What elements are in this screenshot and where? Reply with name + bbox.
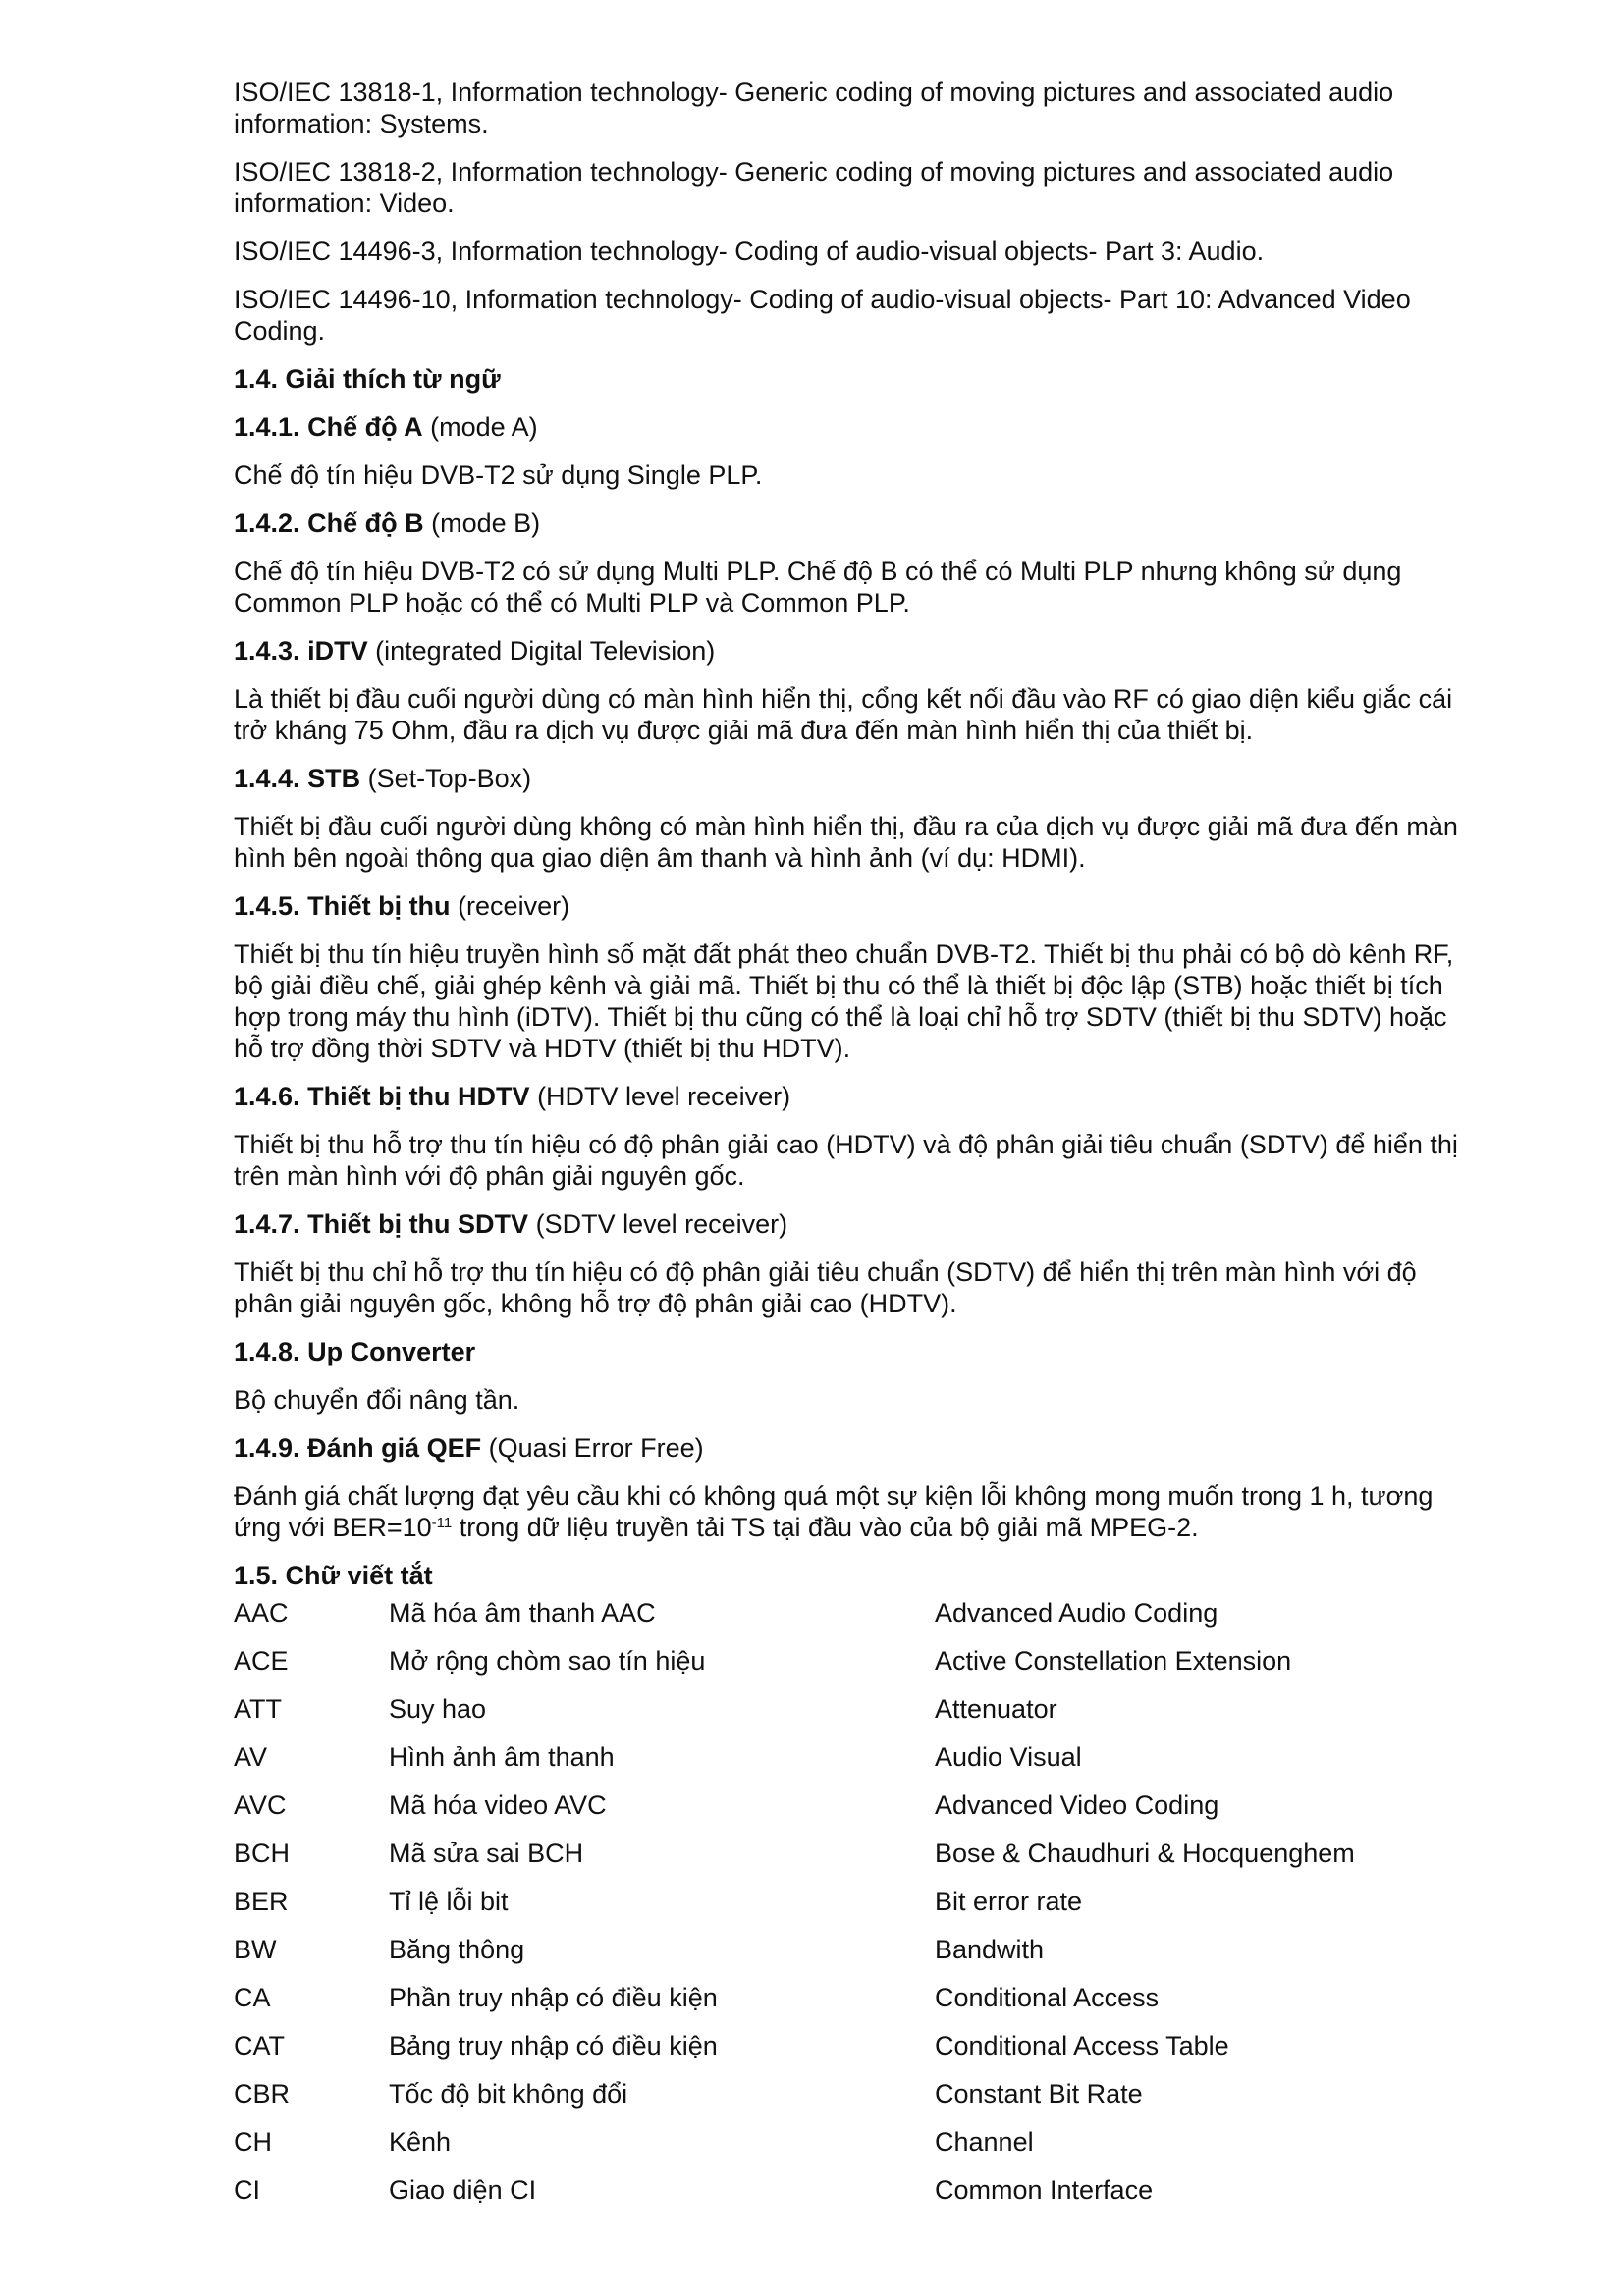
english-cell: Advanced Video Coding: [935, 1790, 1219, 1820]
section-heading-definitions: 1.4. Giải thích từ ngữ: [234, 364, 501, 394]
table-row: [234, 2174, 1479, 2222]
term-english: (SDTV level receiver): [535, 1209, 788, 1239]
term-number: 1.4.9.: [234, 1433, 300, 1463]
table-row: [234, 2030, 1479, 2078]
vietnamese-cell: Bảng truy nhập có điều kiện: [389, 2031, 718, 2060]
vietnamese-cell: Kênh: [389, 2127, 452, 2157]
term-name: Đánh giá QEF: [307, 1433, 482, 1463]
abbr-cell: AVC: [234, 1790, 287, 1820]
reference-item: ISO/IEC 14496-3, Information technology- Coding of audio-visual objects- Part 3: Audio.: [234, 237, 1265, 266]
table-row: [234, 1838, 1479, 1886]
term-number: 1.4.4.: [234, 764, 300, 793]
english-cell: Audio Visual: [935, 1742, 1082, 1772]
term-heading: [234, 507, 1479, 539]
term-number: 1.4.2.: [234, 508, 300, 538]
vietnamese-cell: Hình ảnh âm thanh: [389, 1742, 615, 1772]
vietnamese-cell: Giao diện CI: [389, 2175, 537, 2205]
abbreviations-table-body: [234, 1597, 1479, 2222]
abbr-cell: AV: [234, 1742, 268, 1772]
term-name: Thiết bị thu HDTV: [307, 1082, 530, 1111]
vietnamese-cell: Phần truy nhập có điều kiện: [389, 1983, 718, 2012]
term-name: Up Converter: [307, 1337, 476, 1366]
vietnamese-cell: Mở rộng chòm sao tín hiệu: [389, 1646, 706, 1676]
term-heading: [234, 890, 1479, 922]
abbr-cell: CAT: [234, 2031, 285, 2060]
term-name: Thiết bị thu: [307, 891, 451, 921]
term-name: STB: [307, 764, 361, 793]
abbr-cell: BCH: [234, 1839, 291, 1868]
abbr-cell: CH: [234, 2127, 272, 2157]
term-name: Chế độ A: [307, 412, 423, 442]
english-cell: Bandwith: [935, 1935, 1045, 1964]
abbreviations-table: [234, 1597, 1479, 2222]
english-cell: Common Interface: [935, 2175, 1154, 2205]
term-heading: [234, 411, 1479, 443]
term-number: 1.4.1.: [234, 412, 300, 442]
vietnamese-cell: Suy hao: [389, 1694, 487, 1724]
term-definition: Thiết bị thu tín hiệu truyền hình số mặt đất phát theo chuẩn DVB-T2. Thiết bị thu phải có bộ dò kênh RF, bộ giải điều chế, giải ghép kênh và giải mã. Thiết bị thu có thể là thiết bị độc lập (STB) hoặc thiết bị tích hợp trong máy thu hình (iDTV). Thiết bị thu cũng có thể là loại chỉ hỗ trợ SDTV (thiết bị thu SDTV) hoặc hỗ trợ đồng thời SDTV và HDTV (thiết bị thu HDTV).: [234, 939, 1454, 1063]
term-english: (HDTV level receiver): [537, 1082, 791, 1111]
table-row: [234, 1741, 1479, 1789]
reference-item: ISO/IEC 13818-2, Information technology- Generic coding of moving pictures and associated audio information: Video.: [234, 157, 1394, 218]
english-cell: Conditional Access: [935, 1983, 1160, 2012]
vietnamese-cell: Mã hóa video AVC: [389, 1790, 607, 1820]
page-content: [234, 77, 1479, 2222]
table-row: [234, 1886, 1479, 1934]
qef-text-before: Đánh giá chất lượng đạt yêu cầu khi có không quá một sự kiện lỗi không mong muốn trong 1 h, tương ứng với BER=10: [234, 1481, 1434, 1542]
abbr-cell: CA: [234, 1983, 271, 2012]
table-row: [234, 2078, 1479, 2126]
term-heading: [234, 1208, 1479, 1240]
term-english: (receiver): [458, 891, 570, 921]
english-cell: Attenuator: [935, 1694, 1057, 1724]
term-definition: Chế độ tín hiệu DVB-T2 sử dụng Single PLP.: [234, 460, 763, 490]
term-name: Thiết bị thu SDTV: [307, 1209, 529, 1239]
qef-text-after: trong dữ liệu truyền tải TS tại đầu vào của bộ giải mã MPEG-2.: [452, 1513, 1199, 1542]
abbr-cell: ATT: [234, 1694, 282, 1724]
term-definition: Là thiết bị đầu cuối người dùng có màn hình hiển thị, cổng kết nối đầu vào RF có giao diện kiểu giắc cái trở kháng 75 Ohm, đầu ra dịch vụ được giải mã đưa đến màn hình hiển thị của thiết bị.: [234, 684, 1453, 745]
ber-exponent: -11: [431, 1515, 453, 1531]
table-row: [234, 1934, 1479, 1982]
term-heading: [234, 1432, 1479, 1464]
abbr-cell: CBR: [234, 2079, 291, 2109]
english-cell: Advanced Audio Coding: [935, 1598, 1218, 1628]
term-number: 1.4.8.: [234, 1337, 300, 1366]
term-name: Chế độ B: [307, 508, 424, 538]
english-cell: Bit error rate: [935, 1887, 1083, 1916]
term-number: 1.4.5.: [234, 891, 300, 921]
term-english: (Quasi Error Free): [488, 1433, 704, 1463]
table-row: [234, 1982, 1479, 2030]
term-number: 1.4.7.: [234, 1209, 300, 1239]
vietnamese-cell: Tỉ lệ lỗi bit: [389, 1887, 509, 1916]
abbr-cell: BW: [234, 1935, 277, 1964]
english-cell: Active Constellation Extension: [935, 1646, 1292, 1676]
term-heading: [234, 635, 1479, 667]
term-definition: Thiết bị đầu cuối người dùng không có màn hình hiển thị, đầu ra của dịch vụ được giải mã đưa đến màn hình bên ngoài thông qua giao diện âm thanh và hình ảnh (ví dụ: HDMI).: [234, 812, 1458, 873]
table-row: [234, 1645, 1479, 1693]
term-english: (Set-Top-Box): [367, 764, 532, 793]
term-english: (mode B): [431, 508, 541, 538]
english-cell: Bose & Chaudhuri & Hocquenghem: [935, 1839, 1355, 1868]
term-heading: [234, 1081, 1479, 1112]
term-definition: Thiết bị thu hỗ trợ thu tín hiệu có độ phân giải cao (HDTV) và độ phân giải tiêu chuẩn (SDTV) để hiển thị trên màn hình với độ phân giải nguyên gốc.: [234, 1130, 1458, 1191]
term-definition: Bộ chuyển đổi nâng tần.: [234, 1385, 520, 1415]
term-definition: Chế độ tín hiệu DVB-T2 có sử dụng Multi PLP. Chế độ B có thể có Multi PLP nhưng không sử dụng Common PLP hoặc có thể có Multi PLP và Common PLP.: [234, 557, 1402, 617]
term-heading: [234, 1336, 1479, 1367]
english-cell: Constant Bit Rate: [935, 2079, 1143, 2109]
term-name: iDTV: [307, 636, 368, 666]
abbr-cell: ACE: [234, 1646, 289, 1676]
vietnamese-cell: Tốc độ bit không đổi: [389, 2079, 628, 2109]
abbr-cell: CI: [234, 2175, 260, 2205]
vietnamese-cell: Băng thông: [389, 1935, 525, 1964]
reference-item: ISO/IEC 14496-10, Information technology- Coding of audio-visual objects- Part 10: Advanced Video Coding.: [234, 285, 1411, 346]
vietnamese-cell: Mã hóa âm thanh AAC: [389, 1598, 656, 1628]
term-number: 1.4.6.: [234, 1082, 300, 1111]
vietnamese-cell: Mã sửa sai BCH: [389, 1839, 584, 1868]
term-english: (integrated Digital Television): [375, 636, 716, 666]
term-heading: [234, 763, 1479, 794]
term-definition: Thiết bị thu chỉ hỗ trợ thu tín hiệu có độ phân giải tiêu chuẩn (SDTV) để hiển thị trên màn hình với độ phân giải nguyên gốc, không hỗ trợ độ phân giải cao (HDTV).: [234, 1257, 1417, 1318]
table-row: [234, 1789, 1479, 1838]
reference-item: ISO/IEC 13818-1, Information technology- Generic coding of moving pictures and associated audio information: Systems.: [234, 78, 1394, 138]
term-definition-qef: [234, 1480, 1479, 1543]
term-number: 1.4.3.: [234, 636, 300, 666]
table-row: [234, 1693, 1479, 1741]
english-cell: Channel: [935, 2127, 1034, 2157]
abbr-cell: BER: [234, 1887, 289, 1916]
abbr-cell: AAC: [234, 1598, 289, 1628]
table-row: [234, 2126, 1479, 2174]
term-english: (mode A): [430, 412, 538, 442]
english-cell: Conditional Access Table: [935, 2031, 1229, 2060]
section-heading-abbreviations: 1.5. Chữ viết tắt: [234, 1561, 433, 1590]
table-row: [234, 1597, 1479, 1645]
